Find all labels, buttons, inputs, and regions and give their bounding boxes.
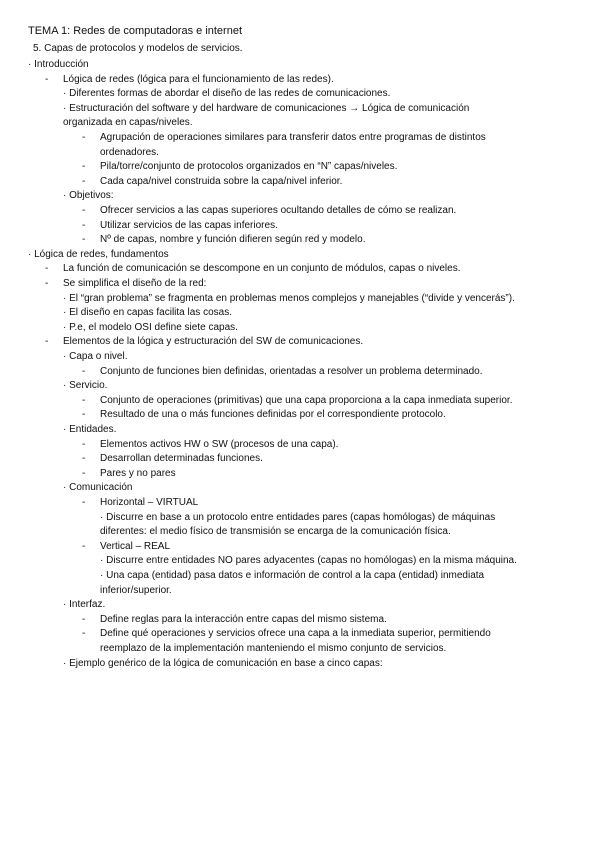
bullet-dash: - [82,132,86,143]
text-line: · Ejemplo genérico de la lógica de comunicación en base a cinco capas: [63,657,383,669]
text-line: · Objetivos: [63,190,114,202]
text-line: inferior/superior. [100,584,172,596]
text-line: Vertical – REAL [100,540,171,552]
text-line: Pila/torre/conjunto de protocolos organizados en “N” capas/niveles. [100,161,398,173]
document-title: TEMA 1: Redes de computadoras e internet [28,25,243,37]
text-line: diferentes: el medio físico de transmisión se encarga de la comunicación física. [100,526,451,538]
bullet-dash: - [82,219,86,231]
text-line: Se simplifica el diseño de la red: [63,278,207,289]
text-line: La función de comunicación se descompone en un conjunto de módulos, capas o niveles. [63,263,461,275]
text-line: Conjunto de operaciones (primitivas) que una capa proporciona a la capa inmediata superior. [100,394,513,406]
text-line: · Lógica de redes, fundamentos [28,248,169,260]
bullet-dash: - [82,453,86,465]
bullet-dash: - [82,409,86,421]
bullet-dash: - [45,73,49,85]
text-line: · Comunicación [63,482,133,494]
bullet-dash: - [82,628,86,640]
section-heading: 5. Capas de protocolos y modelos de servicios. [33,43,243,54]
text-line: Utilizar servicios de las capas inferiores. [100,219,278,231]
text-line: Agrupación de operaciones similares para transferir datos entre programas de distintos [100,132,486,143]
bullet-dash: - [82,161,86,173]
text-line: Resultado de una o más funciones definidas por el correspondiente protocolo. [100,409,446,421]
text-line: Pares y no pares [100,467,176,479]
text-line: Define qué operaciones y servicios ofrece una capa a la inmediata superior, permitiendo [100,628,491,640]
text-line: · Interfaz. [63,599,106,611]
bullet-dash: - [82,467,86,479]
text-line: · Entidades. [63,424,117,435]
text-line: · Diferentes formas de abordar el diseño de las redes de comunicaciones. [63,88,391,100]
text-line: Ofrecer servicios a las capas superiores ocultando detalles de cómo se realizan. [100,205,457,216]
text-line: Elementos de la lógica y estructuración del SW de comunicaciones. [63,336,364,348]
bullet-dash: - [82,205,86,216]
text-line: · P.e, el modelo OSI define siete capas. [63,321,238,333]
text-line: · Una capa (entidad) pasa datos e información de control a la capa (entidad) inmediata [100,570,485,581]
text-line: Lógica de redes (lógica para el funcionamiento de las redes). [63,73,334,85]
bullet-dash: - [82,234,86,246]
text-line: · El diseño en capas facilita las cosas. [63,307,232,319]
text-line: Desarrollan determinadas funciones. [100,453,263,465]
bullet-dash: - [45,278,49,289]
text-line: ordenadores. [100,146,159,158]
bullet-dash: - [82,540,86,552]
text-line: · Discurre entre entidades NO pares adyacentes (capas no homólogas) en la misma máquina. [100,555,517,567]
text-line: · Estructuración del software y del hardware de comunicaciones → Lógica de comunicación [63,102,470,114]
text-line: · Introducción [28,59,89,70]
text-line: organizada en capas/niveles. [63,117,193,129]
text-line: reemplazo de la implementación manteniendo el mismo conjunto de servicios. [100,643,447,654]
text-line: Conjunto de funciones bien definidas, orientadas a resolver un problema determinado. [100,365,483,377]
text-line: Cada capa/nivel construida sobre la capa/nivel inferior. [100,175,343,187]
text-line: · Capa o nivel. [63,351,128,362]
bullet-dash: - [82,613,86,625]
bullet-dash: - [45,336,49,348]
text-line: Horizontal – VIRTUAL [100,497,199,508]
text-line: Elementos activos HW o SW (procesos de una capa). [100,438,339,450]
bullet-dash: - [82,394,86,406]
bullet-dash: - [82,497,86,508]
text-line: Define reglas para la interacción entre capas del mismo sistema. [100,613,387,625]
text-line: · Discurre en base a un protocolo entre entidades pares (capas homólogas) de máquinas [100,511,496,523]
bullet-dash: - [82,175,86,187]
bullet-dash: - [45,263,49,275]
bullet-dash: - [82,365,86,377]
bullet-dash: - [82,438,86,450]
text-line: · El “gran problema” se fragmenta en problemas menos complejos y manejables (“divide y vencerás”). [63,292,515,304]
text-line: Nº de capas, nombre y función difieren según red y modelo. [100,234,366,246]
text-line: · Servicio. [63,380,108,392]
